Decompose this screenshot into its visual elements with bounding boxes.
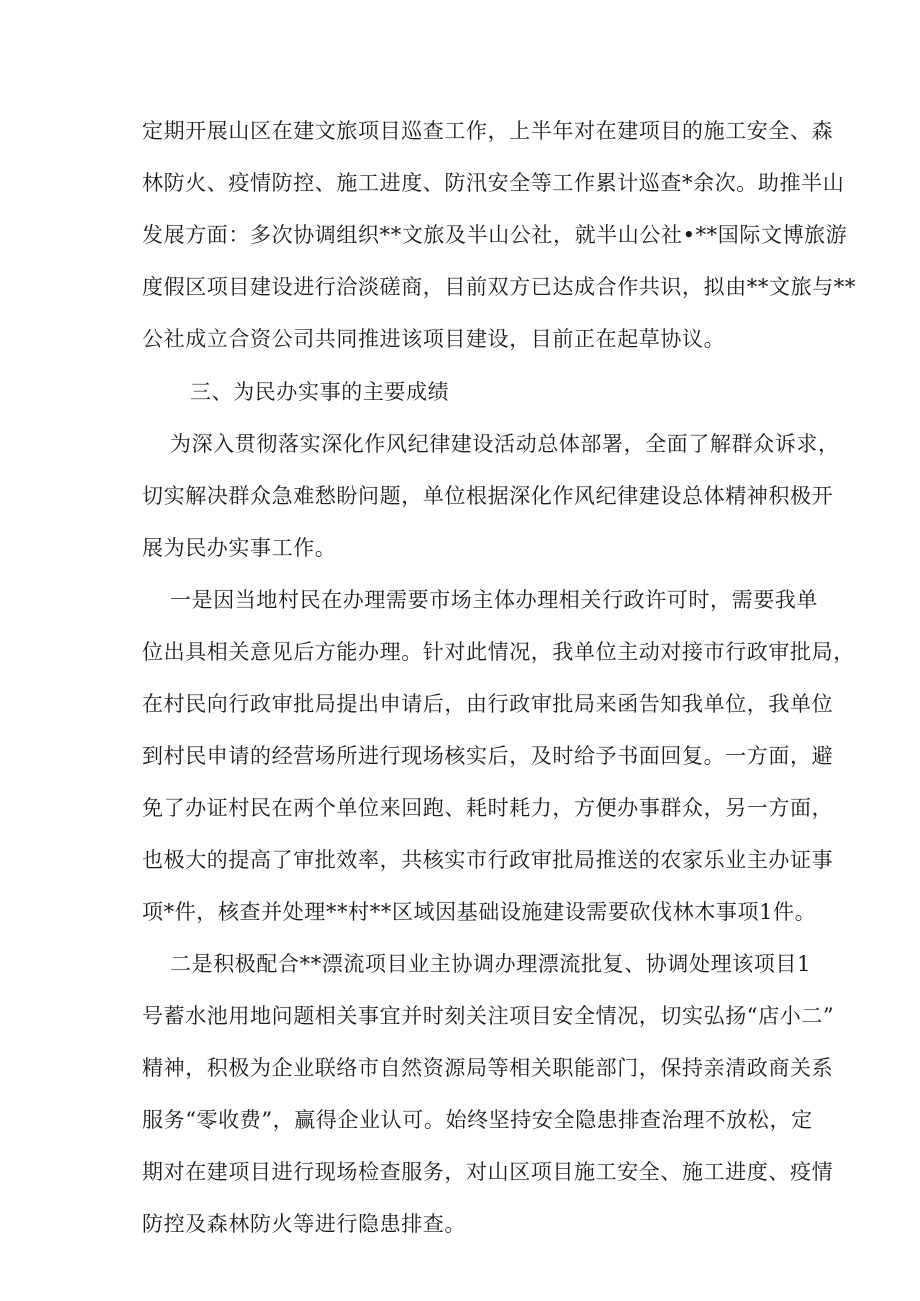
text-line: 防控及森林防火等进行隐患排查。 xyxy=(142,1212,466,1236)
text-line: 精神，积极为企业联络市自然资源局等相关职能部门，保持亲清政商关系 xyxy=(142,1056,834,1080)
text-line: 公社成立合资公司共同推进该项目建设，目前正在起草协议。 xyxy=(142,327,726,351)
text-line: 号蓄水池用地问题相关事宜并时刻关注项目安全情况，切实弘扬“店小二” xyxy=(142,1004,835,1028)
text-line: 度假区项目建设进行洽淡磋商，目前双方已达成合作共识，拟由**文旅与** xyxy=(142,275,856,299)
text-line: 发展方面：多次协调组织**文旅及半山公社，就半山公社•**国际文博旅游 xyxy=(142,223,848,247)
text-line: 位出具相关意见后方能办理。针对此情况，我单位主动对接市行政审批局， xyxy=(142,640,855,664)
text-line: 期对在建项目进行现场检查服务，对山区项目施工安全、施工进度、疫情 xyxy=(142,1160,834,1184)
text-line: 也极大的提高了审批效率，共核实市行政审批局推送的农家乐业主办证事 xyxy=(142,848,834,872)
text-line: 一是因当地村民在办理需要市场主体办理相关行政许可时，需要我单 xyxy=(170,588,818,612)
text-line: 项*件，核查并处理**村**区域因基础设施建设需要砍伐林木事项1件。 xyxy=(142,900,817,924)
text-line: 二是积极配合**漂流项目业主协调办理漂流批复、协调处理该项目1 xyxy=(170,952,811,976)
text-line: 展为民办实事工作。 xyxy=(142,536,337,560)
text-line: 服务“零收费”，赢得企业认可。始终坚持安全隐患排查治理不放松，定 xyxy=(142,1108,813,1132)
text-line: 林防火、疫情防控、施工进度、防汛安全等工作累计巡查*余次。助推半山 xyxy=(142,171,845,195)
text-line: 到村民申请的经营场所进行现场核实后，及时给予书面回复。一方面，避 xyxy=(142,744,834,768)
text-line: 为深入贯彻落实深化作风纪律建设活动总体部署，全面了解群众诉求， xyxy=(170,432,840,456)
text-line: 定期开展山区在建文旅项目巡查工作，上半年对在建项目的施工安全、森 xyxy=(142,119,834,143)
text-line: 切实解决群众急难愁盼问题，单位根据深化作风纪律建设总体精神积极开 xyxy=(142,484,834,508)
text-line: 在村民向行政审批局提出申请后，由行政审批局来函告知我单位，我单位 xyxy=(142,692,834,716)
text-line: 免了办证村民在两个单位来回跑、耗时耗力，方便办事群众，另一方面， xyxy=(142,796,834,820)
section-heading: 三、为民办实事的主要成绩 xyxy=(190,380,450,404)
